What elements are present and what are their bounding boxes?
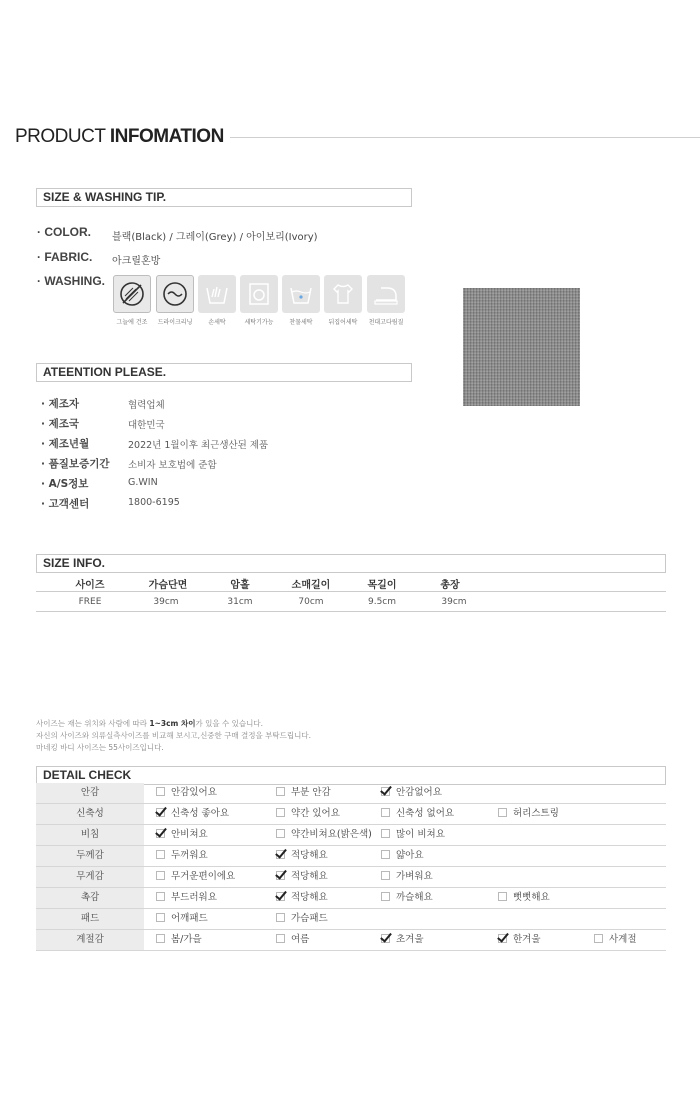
size-col-length: 총장: [440, 580, 460, 591]
detail-label: 두께감: [36, 846, 144, 866]
net-wash-icon: [324, 275, 362, 313]
detail-label: 무게감: [36, 867, 144, 887]
detail-label: 안감: [36, 783, 144, 803]
fabric-swatch-image: [463, 288, 580, 406]
checkbox[interactable]: [156, 787, 165, 796]
detail-label: 계절감: [36, 930, 144, 950]
checkbox-checked[interactable]: [381, 934, 390, 943]
neutral-detergent-icon: [282, 275, 320, 313]
detail-option[interactable]: [276, 867, 328, 887]
checkbox[interactable]: [594, 934, 603, 943]
option-label: 가슴패드: [291, 913, 328, 924]
detail-option[interactable]: [381, 804, 454, 824]
size-cell-size: FREE: [78, 597, 102, 607]
size-note-1-c: 가 있을 수 있습니다.: [195, 719, 263, 728]
detail-option[interactable]: [498, 930, 541, 950]
option-label: 무거운편이에요: [171, 871, 236, 882]
detail-option[interactable]: [156, 846, 208, 866]
detail-option[interactable]: [156, 825, 208, 845]
size-table-divider: [36, 591, 666, 592]
detail-option[interactable]: [276, 888, 328, 908]
option-label: 적당해요: [291, 871, 328, 882]
checkbox[interactable]: [156, 850, 165, 859]
option-label: 가벼워요: [396, 871, 433, 882]
option-label: 허리스트링: [513, 808, 559, 819]
option-label: 적당해요: [291, 892, 328, 903]
country-value: 대한민국: [128, 420, 165, 431]
option-label: 적당해요: [291, 850, 328, 861]
detail-row-thickness: [36, 846, 666, 867]
size-cell-length: 39cm: [441, 597, 467, 607]
country-label: · 제조국: [41, 418, 80, 430]
checkbox[interactable]: [276, 787, 285, 796]
detail-option[interactable]: [276, 783, 331, 803]
checkbox[interactable]: [276, 829, 285, 838]
size-cell-armhole: 31cm: [227, 597, 253, 607]
option-label: 안감있어요: [171, 787, 217, 798]
checkbox[interactable]: [276, 913, 285, 922]
option-label: 까슬해요: [396, 892, 433, 903]
option-label: 한겨울: [513, 934, 541, 945]
checkbox[interactable]: [381, 808, 390, 817]
checkbox[interactable]: [156, 934, 165, 943]
checkbox[interactable]: [498, 892, 507, 901]
size-washing-header: [36, 188, 412, 207]
option-label: 부분 안감: [291, 787, 331, 798]
option-label: 사계절: [609, 934, 637, 945]
size-col-sleeve: 소매길이: [291, 580, 331, 591]
size-note-1-b: 1~3cm 차이: [149, 719, 196, 728]
size-note-1: [36, 718, 263, 729]
option-label: 여름: [291, 934, 310, 945]
size-note-2: 자신의 사이즈와 의류실측사이즈를 비교해 보시고,신중한 구매 결정을 부탁드립니다.: [36, 731, 312, 740]
detail-row-pad: [36, 909, 666, 930]
detail-option[interactable]: [594, 930, 637, 950]
option-label: 신축성 없어요: [396, 808, 455, 819]
dry-clean-icon: [156, 275, 194, 313]
size-col-chest: 가슴단면: [148, 580, 188, 591]
checkbox-checked[interactable]: [498, 934, 507, 943]
wash-label-5: 찬물세탁: [289, 319, 313, 326]
option-label: 안비쳐요: [171, 829, 208, 840]
size-note-1-a: 사이즈는 재는 위치와 사람에 따라: [36, 719, 150, 728]
option-label: 부드러워요: [171, 892, 217, 903]
detail-option[interactable]: [381, 867, 433, 887]
checkbox[interactable]: [381, 871, 390, 880]
size-cell-neck: 9.5cm: [367, 597, 397, 607]
detail-option[interactable]: [276, 909, 328, 929]
checkbox[interactable]: [156, 871, 165, 880]
size-col-neck: 목길이: [367, 580, 397, 591]
detail-row-lining: [36, 783, 666, 804]
option-label: 약간비쳐요(밝은색): [291, 829, 372, 840]
detail-option[interactable]: [381, 825, 445, 845]
detail-option[interactable]: [381, 783, 442, 803]
option-label: 약간 있어요: [291, 808, 340, 819]
hand-wash-icon: [198, 275, 236, 313]
option-label: 많이 비쳐요: [396, 829, 445, 840]
checkbox-checked[interactable]: [156, 808, 165, 817]
detail-row-stretch: [36, 804, 666, 825]
checkbox[interactable]: [381, 850, 390, 859]
customer-center-label: · 고객센터: [41, 498, 90, 510]
option-label: 신축성 좋아요: [171, 808, 230, 819]
option-label: 안감없어요: [396, 787, 442, 798]
checkbox[interactable]: [276, 934, 285, 943]
detail-option[interactable]: [156, 909, 208, 929]
wash-label-6: 뒤집어세탁: [328, 319, 358, 326]
as-info-value: G.WIN: [128, 477, 158, 488]
color-label: · COLOR.: [37, 225, 91, 239]
detail-option[interactable]: [156, 804, 229, 824]
size-info-title: SIZE INFO.: [43, 556, 106, 570]
detail-option[interactable]: [276, 825, 372, 845]
page-title-bold: INFOMATION: [109, 126, 224, 147]
detail-row-sheerness: [36, 825, 666, 846]
detail-option[interactable]: [156, 888, 217, 908]
checkbox[interactable]: [498, 808, 507, 817]
warranty-label: · 품질보증기간: [41, 458, 110, 470]
detail-check-title: DETAIL CHECK: [43, 768, 132, 782]
title-divider: [230, 137, 700, 138]
washing-label: · WASHING.: [37, 274, 105, 288]
option-label: 얇아요: [396, 850, 424, 861]
detail-option[interactable]: [276, 930, 309, 950]
wash-label-2: 드라이크리닝: [157, 319, 193, 326]
detail-option[interactable]: [381, 846, 424, 866]
warranty-value: 소비자 보호법에 준함: [128, 460, 217, 471]
checkbox[interactable]: [381, 892, 390, 901]
color-value: 블랙(Black) / 그레이(Grey) / 아이보리(Ivory): [112, 232, 318, 243]
size-cell-chest: 39cm: [153, 597, 179, 607]
wash-label-4: 세탁기가능: [244, 319, 274, 326]
size-col-armhole: 암홀: [230, 580, 250, 591]
checkbox[interactable]: [156, 892, 165, 901]
wash-label-3: 손세탁: [208, 319, 226, 326]
detail-option[interactable]: [276, 804, 340, 824]
no-iron-icon: [113, 275, 151, 313]
size-note-3: 마네킹 바디 사이즈는 55사이즈입니다.: [36, 743, 164, 752]
washing-machine-icon: [240, 275, 278, 313]
detail-option[interactable]: [381, 930, 424, 950]
fabric-label: · FABRIC.: [37, 250, 93, 264]
detail-row-texture: [36, 888, 666, 909]
detail-option[interactable]: [156, 867, 235, 887]
detail-label: 신축성: [36, 804, 144, 824]
detail-option[interactable]: [156, 783, 217, 803]
detail-option[interactable]: [498, 804, 559, 824]
production-date-label: · 제조년월: [41, 438, 90, 450]
option-label: 어깨패드: [171, 913, 208, 924]
fabric-value: 아크릴혼방: [112, 256, 161, 267]
size-info-header: [36, 554, 666, 573]
detail-label: 촉감: [36, 888, 144, 908]
detail-option[interactable]: [276, 846, 328, 866]
checkbox-checked[interactable]: [381, 787, 390, 796]
size-col-size: 사이즈: [75, 580, 105, 591]
checkbox[interactable]: [276, 808, 285, 817]
size-table-bottom: [36, 611, 666, 612]
iron-cloth-icon: [367, 275, 405, 313]
option-label: 봄/가을: [171, 934, 202, 945]
checkbox[interactable]: [156, 913, 165, 922]
manufacturer-value: 협력업체: [128, 400, 165, 411]
page-title-light: PRODUCT: [15, 126, 106, 147]
customer-center-value: 1800-6195: [128, 497, 180, 508]
size-washing-title: SIZE & WASHING TIP.: [43, 190, 167, 204]
checkbox[interactable]: [381, 829, 390, 838]
detail-label: 비침: [36, 825, 144, 845]
checkbox-checked[interactable]: [276, 850, 285, 859]
checkbox-checked[interactable]: [276, 871, 285, 880]
detail-option[interactable]: [381, 888, 433, 908]
detail-option[interactable]: [498, 888, 550, 908]
option-label: 두꺼워요: [171, 850, 208, 861]
checkbox-checked[interactable]: [276, 892, 285, 901]
wash-label-7: 천대고다림질: [368, 319, 404, 326]
production-date-value: 2022년 1월이후 최근생산된 제품: [128, 440, 269, 451]
detail-option[interactable]: [156, 930, 202, 950]
page-title: [15, 126, 224, 148]
option-label: 뻣뻣해요: [513, 892, 550, 903]
manufacturer-label: · 제조자: [41, 398, 80, 410]
detail-row-weight: [36, 867, 666, 888]
as-info-label: · A/S정보: [41, 478, 89, 490]
attention-title: ATEENTION PLEASE.: [43, 365, 167, 379]
detail-row-season: [36, 930, 666, 951]
option-label: 초겨울: [396, 934, 424, 945]
wash-label-1: 그늘에 건조: [116, 319, 148, 326]
checkbox-checked[interactable]: [156, 829, 165, 838]
detail-label: 패드: [36, 909, 144, 929]
attention-header: [36, 363, 412, 382]
size-cell-sleeve: 70cm: [298, 597, 324, 607]
